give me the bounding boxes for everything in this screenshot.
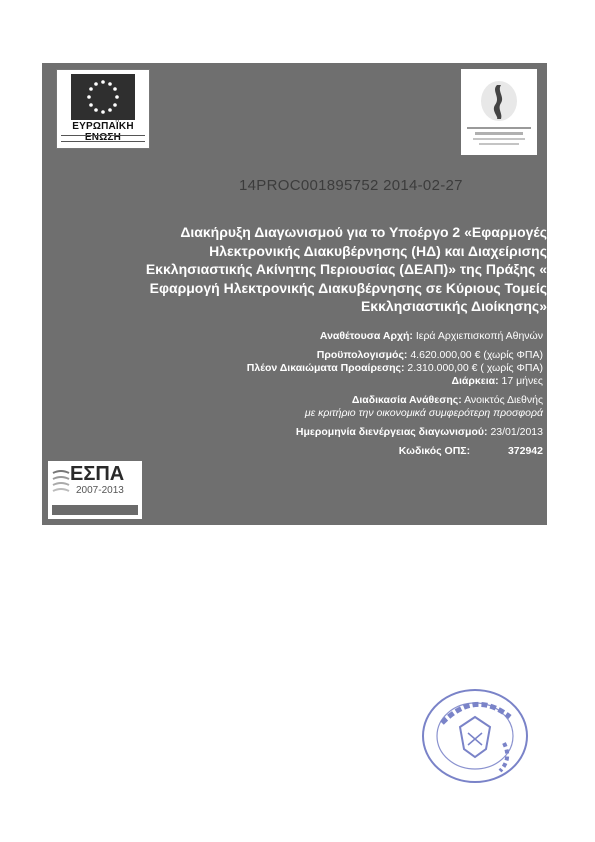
eu-flag-icon	[71, 74, 135, 120]
duration-value: 17 μήνες	[501, 375, 543, 387]
criterion-row	[82, 407, 543, 420]
budget-label: Προϋπολογισμός:	[316, 349, 408, 361]
title-line: Ηλεκτρονικής Διακυβέρνησης (ΗΔ) και Διαχείρισης	[209, 242, 547, 259]
duration-label: Διάρκεια:	[451, 375, 499, 387]
options-value: 2.310.000,00 € ( χωρίς ΦΠΑ)	[407, 362, 543, 374]
title-line: Εφαρμογή Ηλεκτρονικής Διακυβέρνησης σε Κύριους Τομείς	[149, 279, 547, 296]
espa-label: ΕΣΠΑ	[70, 463, 125, 485]
criterion-text: με κριτήριο την οικονομικά συμφερότερη προσφορά	[304, 407, 543, 419]
document-code: 14PROC001895752 2014-02-27	[239, 177, 463, 194]
budget-row	[82, 349, 543, 362]
espa-years: 2007-2013	[76, 485, 124, 496]
authority-row	[82, 330, 543, 343]
date-row	[82, 426, 543, 439]
title-line: Διακήρυξη Διαγωνισμού για το Υποέργο 2 «Εφαρμογές	[180, 224, 547, 240]
date-label: Ημερομηνία διενέργειας διαγωνισμού:	[295, 426, 488, 438]
page-title	[82, 223, 547, 316]
budget-value: 4.620.000,00 € (χωρίς ΦΠΑ)	[410, 349, 543, 361]
eu-logo	[56, 69, 150, 149]
ops-row	[82, 445, 543, 458]
options-label: Πλέον Δικαιώματα Προαίρεσης:	[246, 362, 405, 374]
seal-stamp-icon	[420, 687, 530, 785]
eu-subline	[61, 135, 145, 142]
ops-label: Κωδικός ΟΠΣ:	[398, 445, 471, 457]
authority-label: Αναθέτουσα Αρχή:	[319, 330, 413, 342]
procedure-row	[82, 394, 543, 407]
espa-bar	[52, 505, 138, 515]
eu-label: ΕΥΡΩΠΑΪΚΗ ΕΝΩΣΗ	[72, 121, 134, 143]
procedure-value: Ανοικτός Διεθνής	[464, 394, 543, 406]
authority-value: Ιερά Αρχιεπισκοπή Αθηνών	[415, 330, 543, 342]
title-line: Εκκλησιαστικής Διοίκησης»	[360, 298, 547, 314]
espa-wave-icon	[52, 467, 70, 497]
title-line: Εκκλησιαστικής Ακίνητης Περιουσίας (ΔΕΑΠ)» της Πράξης «	[145, 261, 547, 277]
details-block	[82, 330, 543, 464]
archdiocese-logo-icon	[461, 69, 537, 155]
procedure-label: Διαδικασία Ανάθεσης:	[351, 394, 462, 406]
espa-logo	[48, 461, 142, 519]
duration-row	[82, 375, 543, 388]
cover-panel	[42, 63, 547, 525]
date-value: 23/01/2013	[490, 426, 543, 438]
ops-value: 372942	[507, 445, 543, 457]
options-row	[82, 362, 543, 375]
